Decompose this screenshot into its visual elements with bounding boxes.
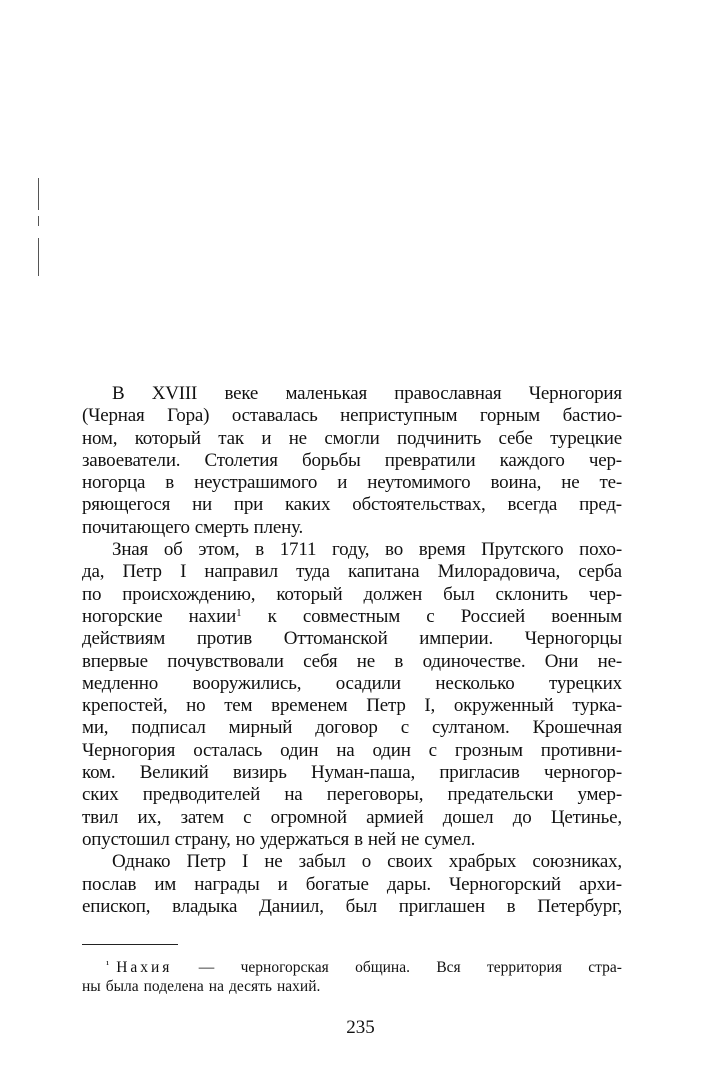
word: должен	[363, 583, 423, 605]
word: этом,	[198, 539, 240, 561]
word: ряющегося	[82, 494, 171, 516]
word: армией	[366, 806, 424, 828]
word: архи-	[578, 873, 622, 895]
text-line	[82, 628, 622, 650]
word: капитана	[347, 561, 420, 583]
word: I	[242, 851, 249, 873]
word: твил	[82, 806, 119, 828]
word: (Черная	[82, 405, 145, 427]
word: десять	[228, 978, 272, 995]
word: превратили	[384, 449, 476, 471]
word: Россией	[460, 605, 525, 627]
word: время	[418, 539, 466, 561]
word: Петр	[186, 851, 226, 873]
word: себя	[303, 650, 338, 672]
word: епископ,	[82, 895, 151, 917]
word: Нуман-паша,	[311, 762, 416, 784]
word: —	[198, 959, 215, 976]
word: Черногорский	[449, 873, 561, 895]
word: на	[284, 784, 303, 806]
word: территория	[487, 959, 562, 976]
word: неустрашимого	[194, 472, 318, 494]
page-number: 235	[346, 1017, 375, 1038]
word: противни-	[540, 739, 622, 761]
word: каждого	[499, 449, 565, 471]
word: о	[361, 851, 371, 873]
word: обстоятельствах,	[352, 494, 486, 516]
word: сумел.	[424, 828, 476, 850]
word: приглашен	[398, 895, 485, 917]
word: но	[186, 695, 206, 717]
word: Милорадовича,	[437, 561, 561, 583]
word: происхождению,	[122, 583, 256, 605]
word: и	[261, 427, 272, 449]
word: не	[264, 851, 283, 873]
word: себе	[498, 427, 533, 449]
paragraph	[82, 383, 622, 539]
word: маленькая	[285, 383, 368, 404]
word: их,	[137, 806, 162, 828]
word: ном,	[82, 427, 118, 449]
word: осталась	[193, 739, 263, 761]
word: Великий	[139, 762, 209, 784]
word: I	[180, 561, 187, 583]
word: храбрых	[448, 851, 517, 873]
word: да,	[82, 561, 105, 583]
word: Вся	[436, 959, 461, 976]
text-line	[82, 472, 622, 494]
word: ских	[82, 784, 119, 806]
word: до	[512, 806, 532, 828]
word: оставалась	[231, 405, 318, 427]
text-line	[82, 695, 622, 717]
word: Оттоманской	[283, 628, 388, 650]
word: при	[233, 494, 264, 516]
word: крепостей,	[82, 695, 168, 717]
word: борьбы	[302, 449, 361, 471]
word: затем	[180, 806, 224, 828]
word: чер-	[588, 449, 622, 471]
word: военным	[551, 605, 622, 627]
word: подчинить	[397, 427, 482, 449]
word: Крошечная	[532, 717, 622, 739]
word: Прутского	[481, 539, 564, 561]
word: один	[280, 739, 319, 761]
footnote-separator	[82, 944, 178, 945]
text-line	[82, 896, 622, 918]
word: похо-	[579, 539, 622, 561]
word: году,	[332, 539, 370, 561]
word: против	[196, 628, 252, 650]
word: склонить	[495, 583, 568, 605]
text-line	[82, 717, 622, 739]
word: в	[165, 472, 175, 494]
word: Зная	[112, 539, 149, 561]
footnote-marker: ¹	[106, 959, 110, 971]
word: ней	[367, 828, 397, 850]
margin-mark	[38, 178, 39, 210]
word: который	[276, 583, 343, 605]
word: визирь	[232, 762, 287, 784]
word: пригласив	[439, 762, 520, 784]
word: с	[426, 605, 435, 627]
word: Столетия	[204, 449, 278, 471]
word: грозным	[454, 739, 523, 761]
word: воина,	[490, 472, 542, 494]
word: всегда	[507, 494, 558, 516]
word: смогли	[324, 427, 380, 449]
word: чер-	[588, 583, 622, 605]
word: не	[401, 828, 420, 850]
word: им	[154, 873, 177, 895]
word: горным	[479, 405, 540, 427]
word: в	[394, 650, 404, 672]
word: ногорца	[82, 472, 146, 494]
word: ком.	[82, 762, 116, 784]
word: удержаться	[259, 828, 350, 850]
word: с	[243, 806, 252, 828]
word: черногорская	[240, 959, 329, 976]
word: был	[443, 583, 475, 605]
word: и	[277, 873, 288, 895]
word: совместным	[302, 605, 401, 627]
word: подписал	[131, 717, 206, 739]
word: серба	[578, 561, 622, 583]
word: послав	[82, 873, 137, 895]
word: турецкие	[550, 427, 622, 449]
margin-marks	[36, 178, 42, 278]
body-text	[82, 383, 622, 918]
word: страну,	[174, 828, 231, 850]
word: на	[336, 739, 355, 761]
word: дары.	[386, 873, 431, 895]
word: неутомимого	[367, 472, 471, 494]
word: Петр	[366, 695, 406, 717]
text-line	[82, 383, 622, 405]
word: нахии$^1$	[188, 605, 242, 627]
word: один	[372, 739, 411, 761]
word: в	[255, 539, 264, 561]
word: на	[208, 978, 224, 995]
word: турка-	[572, 695, 622, 717]
word: был	[345, 895, 377, 917]
word: ми,	[82, 717, 109, 739]
word: смерть	[194, 516, 249, 538]
paragraph	[82, 539, 622, 851]
text-line	[82, 428, 622, 450]
word: осадили	[335, 672, 401, 694]
word: бастио-	[562, 405, 622, 427]
word: несколько	[435, 672, 515, 694]
word: во	[385, 539, 403, 561]
footnote-line	[82, 958, 622, 977]
word: не	[356, 650, 375, 672]
word: черногор-	[543, 762, 622, 784]
paragraph	[82, 851, 622, 918]
word: Цетинье,	[550, 806, 622, 828]
word: каких	[285, 494, 331, 516]
text-line	[82, 561, 622, 583]
word: предводителей	[142, 784, 261, 806]
word: по	[82, 583, 102, 605]
word: не-	[597, 650, 622, 672]
word: в	[506, 895, 516, 917]
margin-mark	[38, 216, 39, 226]
word: I,	[424, 695, 436, 717]
footnote-line	[82, 977, 622, 996]
word: союзниках,	[532, 851, 622, 873]
word: в	[354, 828, 363, 850]
word: Черногорцы	[524, 628, 622, 650]
word: огромной	[270, 806, 347, 828]
word: Однако	[112, 851, 171, 873]
word: к	[267, 605, 277, 627]
word: с	[400, 717, 409, 739]
word: Даниил,	[259, 895, 324, 917]
word: туда	[296, 561, 330, 583]
text-line	[82, 606, 622, 628]
word: почитающего	[82, 516, 190, 538]
text-line	[82, 584, 622, 606]
word: нахий.	[277, 978, 321, 995]
word: награды	[194, 873, 260, 895]
word: ногорские	[82, 605, 163, 627]
footnote-term: $^{^1}$ Нахия	[106, 959, 173, 976]
word: империи.	[419, 628, 494, 650]
word: богатые	[305, 873, 369, 895]
word: веке	[224, 383, 259, 404]
word: умер-	[577, 784, 622, 806]
text-line	[82, 784, 622, 806]
text-line	[82, 517, 622, 539]
word: стра-	[588, 959, 622, 976]
word: Черногория	[528, 383, 622, 404]
text-line	[82, 851, 622, 873]
word: ни	[192, 494, 212, 516]
word: переговоры,	[326, 784, 424, 806]
word: те-	[599, 472, 622, 494]
word: владыка	[172, 895, 238, 917]
word: об	[163, 539, 183, 561]
word: неприступным	[340, 405, 458, 427]
word: направил	[204, 561, 278, 583]
text-line	[82, 450, 622, 472]
word: медленно	[82, 672, 159, 694]
word: который	[134, 427, 201, 449]
word: с	[428, 739, 437, 761]
word: 1711	[279, 539, 317, 561]
word: почувствовали	[167, 650, 284, 672]
word: впервые	[82, 650, 148, 672]
word: пред-	[579, 494, 622, 516]
word: Черногория	[82, 739, 176, 761]
word: опустошил	[82, 828, 170, 850]
word: община.	[355, 959, 410, 976]
word: не	[561, 472, 580, 494]
word: мирный	[228, 717, 293, 739]
word: временем	[271, 695, 348, 717]
word: вооружились,	[192, 672, 302, 694]
word: предательски	[447, 784, 554, 806]
text-line	[82, 762, 622, 784]
text-line	[82, 740, 622, 762]
word: забыл	[298, 851, 346, 873]
word: Гора)	[167, 405, 210, 427]
word: султаном.	[431, 717, 510, 739]
word: поделена	[143, 978, 204, 995]
footnote	[82, 958, 622, 996]
word: и	[337, 472, 348, 494]
text-line	[82, 673, 622, 695]
word: завоеватели.	[82, 449, 181, 471]
text-line	[82, 807, 622, 829]
word: была	[105, 978, 139, 995]
word: Они	[544, 650, 579, 672]
word: своих	[387, 851, 433, 873]
word: так	[218, 427, 244, 449]
text-line	[82, 539, 622, 561]
word: но	[235, 828, 255, 850]
text-line	[82, 874, 622, 896]
word: Петр	[122, 561, 162, 583]
word: В	[112, 383, 125, 404]
word: Петербург,	[537, 895, 622, 917]
word: тем	[224, 695, 253, 717]
text-line	[82, 405, 622, 427]
text-line	[82, 494, 622, 516]
text-line	[82, 829, 622, 851]
word: православная	[394, 383, 502, 404]
word: дошел	[442, 806, 494, 828]
word: не	[288, 427, 307, 449]
word: турецких	[549, 672, 622, 694]
word: XVIII	[151, 383, 198, 404]
word: плену.	[253, 516, 304, 538]
word: ны	[82, 978, 101, 995]
text-line	[82, 651, 622, 673]
word: договор	[315, 717, 378, 739]
word: окруженный	[453, 695, 554, 717]
footnote-marker: 1	[236, 606, 242, 619]
margin-mark	[38, 238, 39, 276]
word: одиночестве.	[422, 650, 526, 672]
word: действиям	[82, 628, 166, 650]
